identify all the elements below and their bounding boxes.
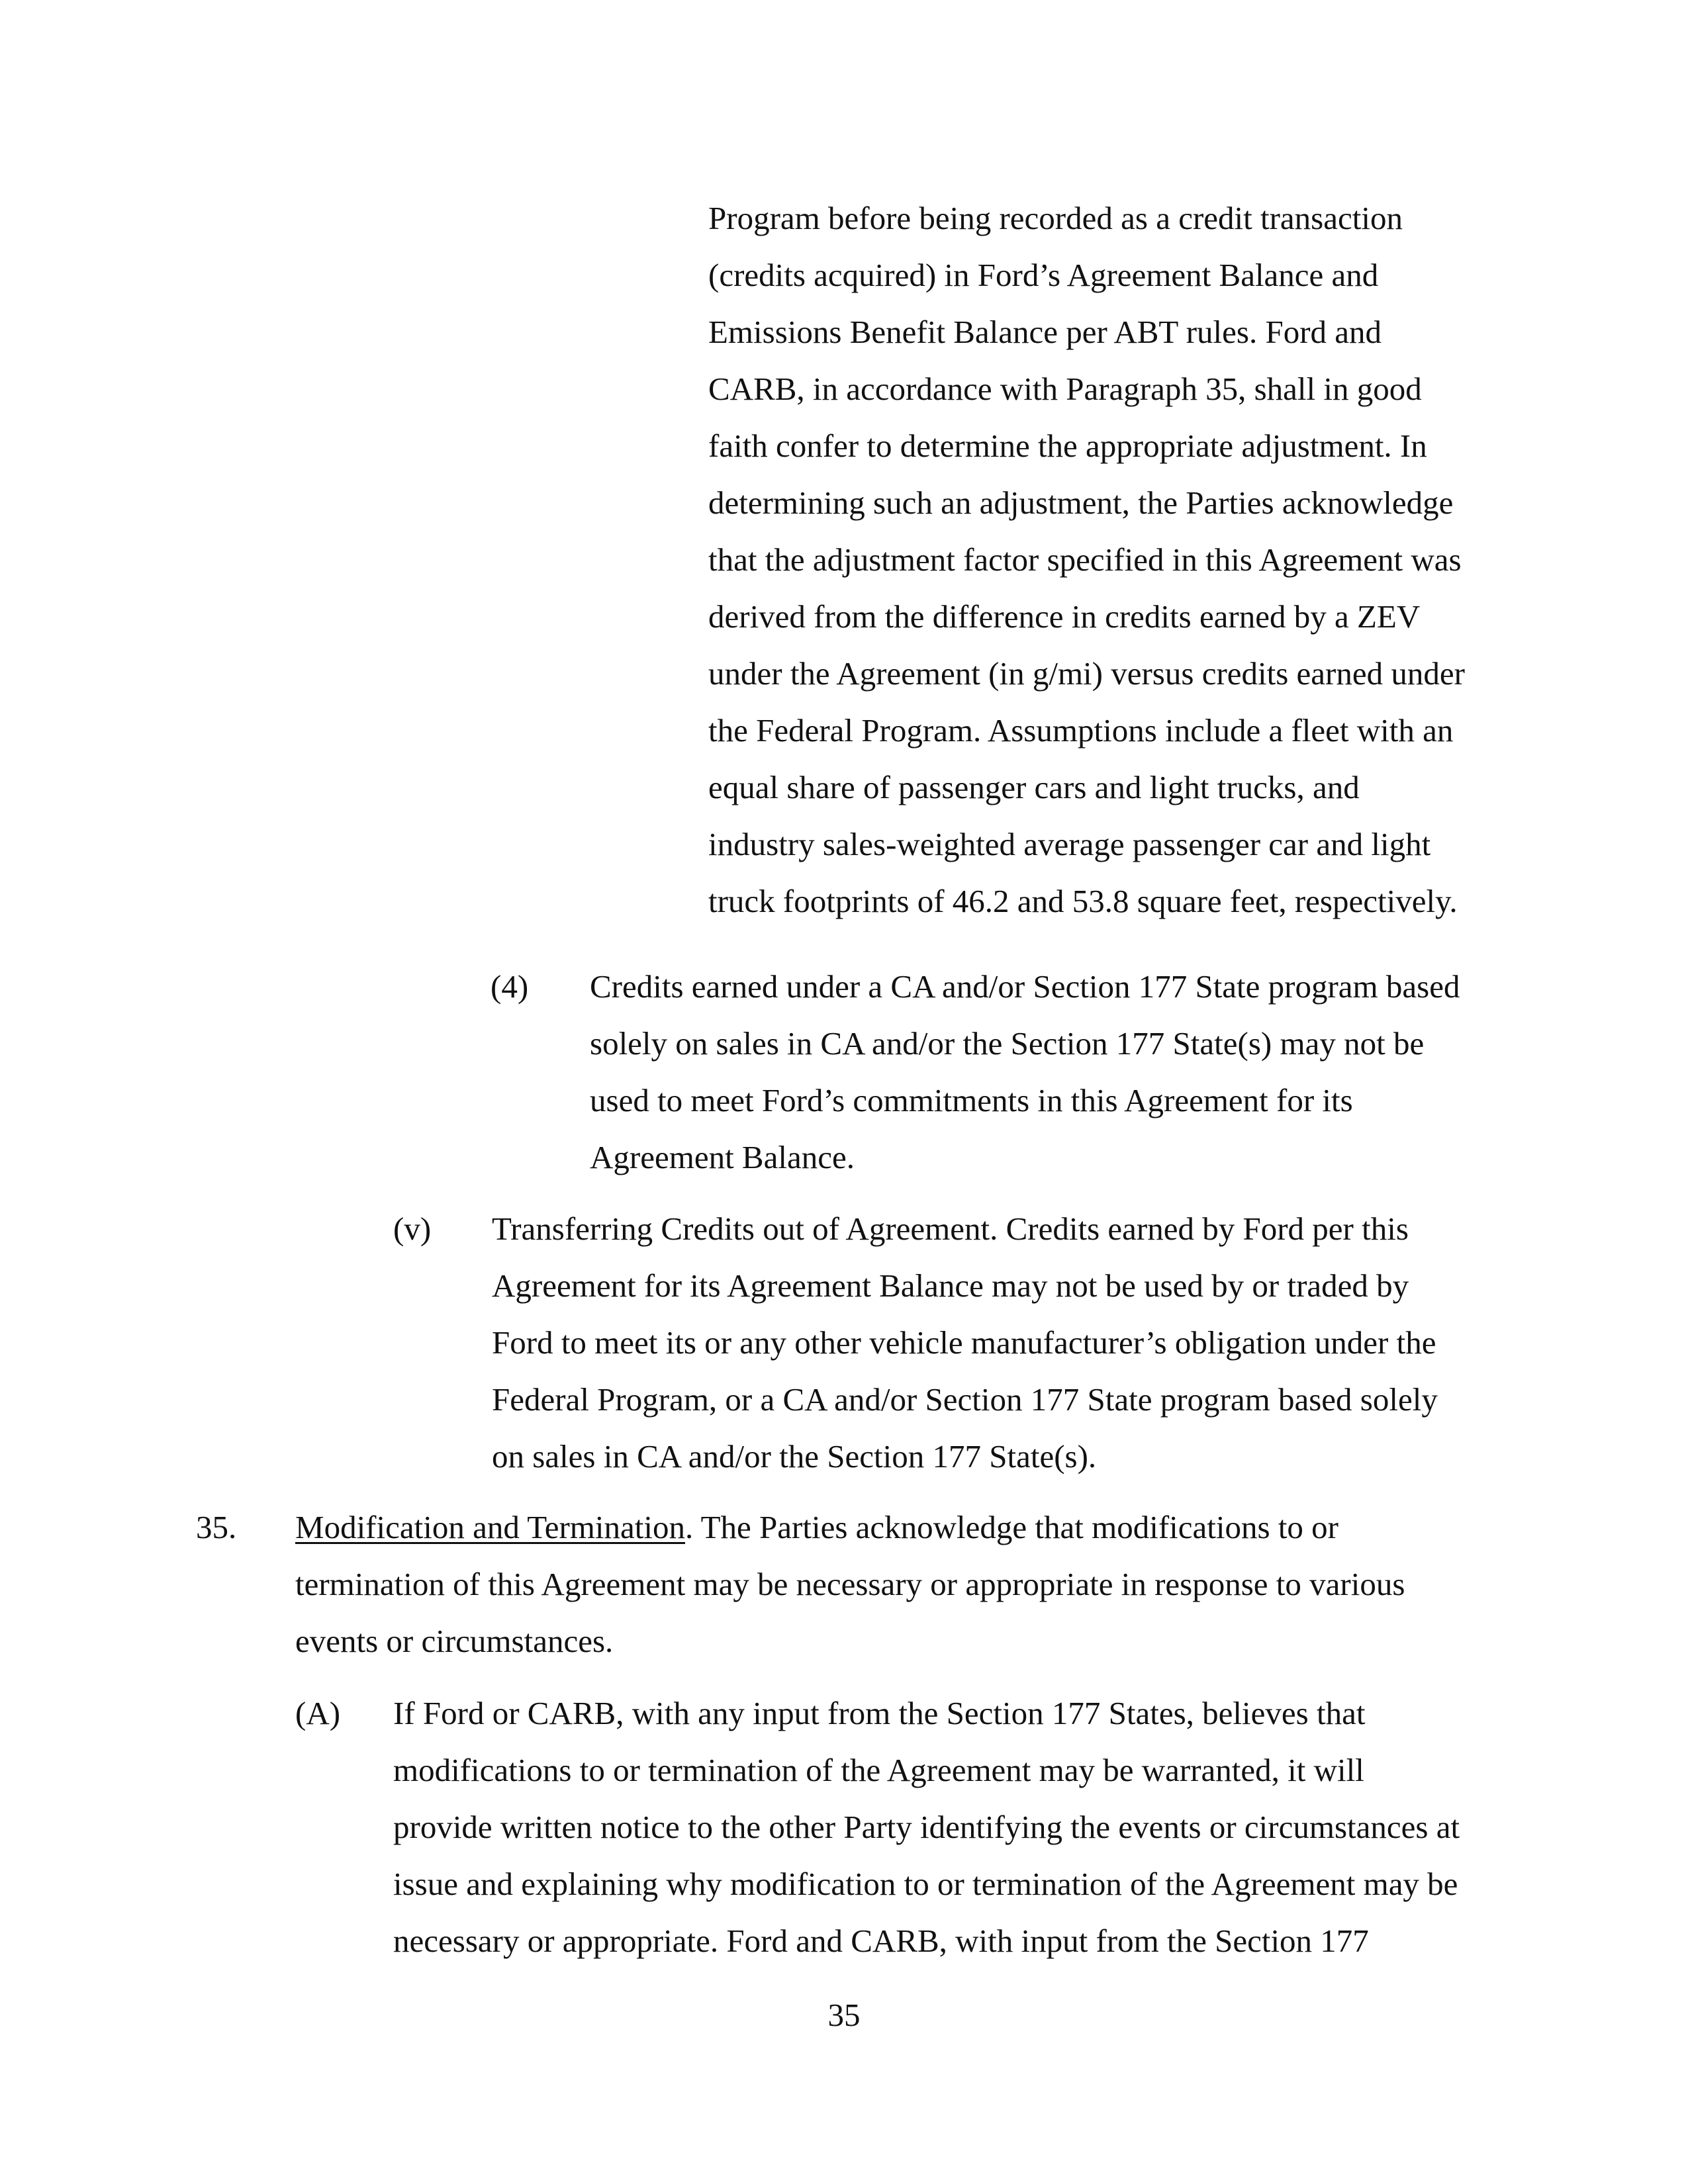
item-v-marker: (v)	[393, 1210, 432, 1247]
paragraph-line: Credits earned under a CA and/or Section 177 State program based	[590, 968, 1460, 1005]
paragraph-line: Program before being recorded as a credit transaction	[708, 200, 1403, 236]
paragraph-line: Transferring Credits out of Agreement. Credits earned by Ford per this	[492, 1210, 1409, 1247]
paragraph-line: on sales in CA and/or the Section 177 State(s).	[492, 1438, 1097, 1475]
paragraph-line: that the adjustment factor specified in this Agreement was	[708, 541, 1462, 578]
page-number: 35	[827, 1997, 861, 2033]
item-A-paragraph	[393, 1685, 1460, 1970]
section-35-first-line	[295, 1499, 1405, 1556]
paragraph-line: termination of this Agreement may be necessary or appropriate in response to various	[295, 1566, 1405, 1602]
paragraph-line: events or circumstances.	[295, 1623, 614, 1659]
paragraph-line: industry sales-weighted average passenger car and light	[708, 826, 1431, 862]
paragraph-line: provide written notice to the other Party identifying the events or circumstances at	[393, 1809, 1460, 1845]
item-4-paragraph	[590, 958, 1460, 1186]
paragraph-line: under the Agreement (in g/mi) versus credits earned under	[708, 655, 1465, 692]
item-4-marker: (4)	[491, 968, 529, 1005]
paragraph-line: issue and explaining why modification to or termination of the Agreement may be	[393, 1866, 1458, 1902]
paragraph-line: If Ford or CARB, with any input from the Section 177 States, believes that	[393, 1695, 1366, 1731]
paragraph-line: determining such an adjustment, the Parties acknowledge	[708, 484, 1454, 521]
section-35-first-line-text: . The Parties acknowledge that modifications to or	[684, 1509, 1338, 1545]
paragraph-line: Agreement for its Agreement Balance may not be used by or traded by	[492, 1267, 1409, 1304]
item-v-paragraph	[492, 1201, 1438, 1485]
paragraph-line: (credits acquired) in Ford’s Agreement Balance and	[708, 257, 1379, 293]
paragraph-line: derived from the difference in credits earned by a ZEV	[708, 598, 1421, 635]
paragraph-line: Federal Program, or a CA and/or Section 177 State program based solely	[492, 1381, 1438, 1418]
paragraph-line: the Federal Program. Assumptions include a fleet with an	[708, 712, 1454, 749]
paragraph-line: used to meet Ford’s commitments in this Agreement for its	[590, 1082, 1353, 1118]
paragraph-line: modifications to or termination of the Agreement may be warranted, it will	[393, 1752, 1364, 1788]
item-A-marker: (A)	[295, 1695, 341, 1731]
section-35-heading: Modification and Termination	[295, 1509, 685, 1545]
paragraph-line: Agreement Balance.	[590, 1139, 855, 1175]
paragraph-line: Emissions Benefit Balance per ABT rules. Ford and	[708, 314, 1382, 350]
paragraph-line: Ford to meet its or any other vehicle manufacturer’s obligation under the	[492, 1324, 1436, 1361]
continuation-paragraph	[708, 190, 1465, 930]
paragraph-line: CARB, in accordance with Paragraph 35, shall in good	[708, 371, 1422, 407]
paragraph-line: necessary or appropriate. Ford and CARB, with input from the Section 177	[393, 1923, 1369, 1959]
paragraph-line: faith confer to determine the appropriate adjustment. In	[708, 428, 1427, 464]
paragraph-line: equal share of passenger cars and light trucks, and	[708, 769, 1360, 805]
paragraph-line: solely on sales in CA and/or the Section 177 State(s) may not be	[590, 1025, 1425, 1062]
section-35-number: 35.	[196, 1509, 237, 1545]
section-35-paragraph	[295, 1499, 1405, 1670]
paragraph-line: truck footprints of 46.2 and 53.8 square feet, respectively.	[708, 883, 1458, 919]
